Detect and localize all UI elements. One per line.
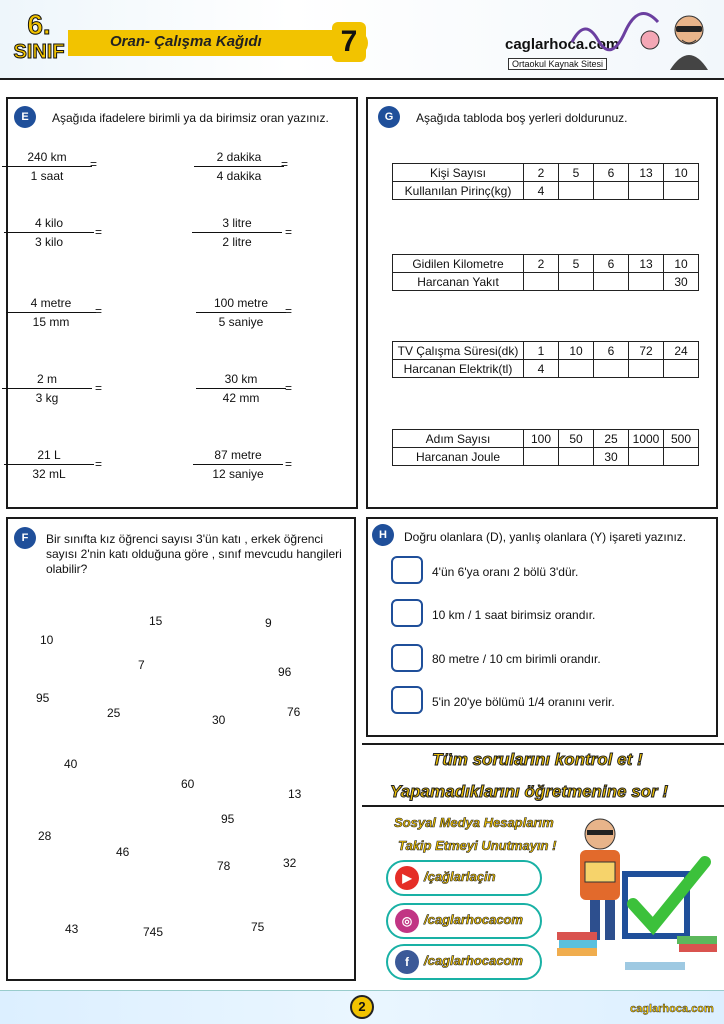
table-cell[interactable]	[629, 182, 664, 200]
section-f-panel	[6, 517, 356, 981]
ratio-table-2	[392, 254, 699, 291]
numerator: 4 metre	[6, 296, 96, 313]
number-option[interactable]: 10	[40, 633, 54, 647]
table-cell: 5	[559, 164, 594, 182]
equals-sign: =	[281, 157, 289, 171]
section-e-badge: E	[14, 106, 36, 128]
table-cell: 1	[524, 342, 559, 360]
ratio-table-1	[392, 163, 699, 200]
footer-brand[interactable]: caglarhoca.com	[630, 1003, 714, 1015]
table-cell[interactable]	[559, 182, 594, 200]
row-label: Harcanan Elektrik(tl)	[393, 360, 524, 378]
numerator: 87 metre	[193, 448, 283, 465]
table-cell: 10	[664, 164, 699, 182]
table-cell: 25	[594, 430, 629, 448]
denominator: 5 saniye	[218, 315, 264, 329]
fraction-left-5	[4, 448, 94, 481]
denominator: 15 mm	[32, 315, 70, 329]
equals-sign: =	[95, 381, 103, 395]
table-cell: 10	[559, 342, 594, 360]
table-row	[393, 448, 699, 466]
statement-text: 4'ün 6'ya oranı 2 bölü 3'dür.	[432, 565, 579, 579]
table-cell[interactable]	[664, 182, 699, 200]
number-option[interactable]: 25	[107, 706, 121, 720]
numerator: 2 dakika	[194, 150, 284, 167]
denominator: 42 mm	[222, 391, 260, 405]
equals-sign: =	[95, 457, 103, 471]
table-row	[393, 164, 699, 182]
ratio-table-3	[392, 341, 699, 378]
table-row	[393, 182, 699, 200]
table-cell[interactable]	[664, 448, 699, 466]
table-cell: 1000	[629, 430, 664, 448]
fraction-right-2	[192, 216, 282, 249]
table-cell: 13	[629, 255, 664, 273]
social-handle: /caglarhocacom	[424, 953, 523, 968]
fraction-left-2	[4, 216, 94, 249]
denominator: 3 kilo	[34, 235, 63, 249]
number-option[interactable]: 32	[283, 856, 297, 870]
unit-number: 7	[332, 22, 366, 62]
table-row	[393, 360, 699, 378]
fraction-right-3	[196, 296, 286, 329]
table-cell[interactable]	[594, 273, 629, 291]
instagram-icon: ◎	[395, 909, 419, 933]
table-cell[interactable]	[594, 182, 629, 200]
table-cell: 100	[524, 430, 559, 448]
fraction-left-3	[6, 296, 96, 329]
number-option[interactable]: 13	[288, 787, 302, 801]
numerator: 4 kilo	[4, 216, 94, 233]
page-title: Oran- Çalışma Kağıdı	[110, 33, 262, 50]
table-cell: 72	[629, 342, 664, 360]
table-cell: 2	[524, 164, 559, 182]
table-cell: 6	[594, 164, 629, 182]
banner-line-1: Tüm sorularını kontrol et !	[432, 750, 643, 769]
equals-sign: =	[95, 225, 103, 239]
number-option[interactable]: 9	[265, 616, 272, 630]
fraction-right-5	[193, 448, 283, 481]
grade-number: 6.	[27, 9, 51, 40]
row-label: Harcanan Yakıt	[393, 273, 524, 291]
table-cell: 500	[664, 430, 699, 448]
denominator: 1 saat	[30, 169, 64, 183]
section-e-instruction: Aşağıda ifadelere birimli ya da birimsiz oran yazınız.	[52, 111, 329, 125]
row-label: Kişi Sayısı	[393, 164, 524, 182]
equals-sign: =	[285, 225, 293, 239]
number-option[interactable]: 7	[138, 658, 145, 672]
banner-line-2: Yapamadıklarını öğretmenine sor !	[390, 782, 669, 801]
table-cell: 10	[664, 255, 699, 273]
section-h-instruction: Doğru olanlara (D), yanlış olanlara (Y) işareti yazınız.	[404, 530, 687, 544]
grade-word: SINIF	[13, 41, 65, 63]
numerator: 3 litre	[192, 216, 282, 233]
denominator: 3 kg	[35, 391, 59, 405]
grade-badge	[8, 10, 70, 72]
row-label: Harcanan Joule	[393, 448, 524, 466]
answer-box[interactable]	[391, 644, 423, 672]
table-cell: 6	[594, 255, 629, 273]
answer-box[interactable]	[391, 599, 423, 627]
statement-text: 80 metre / 10 cm birimli orandır.	[432, 652, 601, 666]
teacher-avatar-icon	[662, 10, 716, 72]
table-cell[interactable]	[559, 273, 594, 291]
answer-box[interactable]	[391, 556, 423, 584]
equals-sign: =	[285, 381, 293, 395]
table-cell: 6	[594, 342, 629, 360]
table-cell[interactable]	[559, 448, 594, 466]
answer-box[interactable]	[391, 686, 423, 714]
social-handle: /caglarhocacom	[424, 912, 523, 927]
table-cell[interactable]	[524, 273, 559, 291]
section-f-badge: F	[14, 527, 36, 549]
equals-sign: =	[285, 457, 293, 471]
table-cell[interactable]	[629, 360, 664, 378]
number-option[interactable]: 15	[149, 614, 163, 628]
social-subtitle: Takip Etmeyi Unutmayın !	[398, 838, 557, 853]
brand-logo: caglarhoca.com	[505, 36, 620, 53]
table-cell[interactable]: 30	[664, 273, 699, 291]
equals-sign: =	[95, 304, 103, 318]
number-option[interactable]: 96	[278, 665, 292, 679]
table-cell: 50	[559, 430, 594, 448]
number-option[interactable]: 76	[287, 705, 301, 719]
denominator: 12 saniye	[212, 467, 264, 481]
numerator: 2 m	[2, 372, 92, 389]
equals-sign: =	[285, 304, 293, 318]
row-label: TV Çalışma Süresi(dk)	[393, 342, 524, 360]
table-cell[interactable]: 30	[594, 448, 629, 466]
brand-subtitle: Ortaokul Kaynak Sitesi	[508, 58, 607, 70]
teacher-checkmark-illustration-icon	[555, 812, 721, 984]
section-h-badge: H	[372, 524, 394, 546]
equals-sign: =	[90, 157, 98, 171]
number-option[interactable]: 95	[221, 812, 235, 826]
section-f-question: Bir sınıfta kız öğrenci sayısı 3'ün katı , erkek öğrenci sayısı 2'nin katı olduğuna göre , sınıf mevcudu hangileri olabilir?	[46, 532, 342, 576]
number-option[interactable]: 75	[251, 920, 265, 934]
number-option[interactable]: 46	[116, 845, 130, 859]
table-cell[interactable]	[629, 448, 664, 466]
table-cell: 2	[524, 255, 559, 273]
table-cell[interactable]	[629, 273, 664, 291]
statement-text: 5'in 20'ye bölümü 1/4 oranını verir.	[432, 695, 615, 709]
number-option[interactable]: 745	[143, 925, 164, 939]
section-g-badge: G	[378, 106, 400, 128]
table-cell[interactable]	[559, 360, 594, 378]
table-cell: 24	[664, 342, 699, 360]
fraction-right-4	[196, 372, 286, 405]
number-option[interactable]: 78	[217, 859, 231, 873]
row-label: Gidilen Kilometre	[393, 255, 524, 273]
table-cell: 5	[559, 255, 594, 273]
numerator: 30 km	[196, 372, 286, 389]
fraction-left-4	[2, 372, 92, 405]
table-cell[interactable]: 4	[524, 360, 559, 378]
denominator: 2 litre	[222, 235, 252, 249]
table-row	[393, 273, 699, 291]
fraction-right-1	[194, 150, 284, 183]
page-number: 2	[350, 995, 374, 1019]
numerator: 240 km	[2, 150, 92, 167]
row-label: Kullanılan Pirinç(kg)	[393, 182, 524, 200]
youtube-icon: ▶	[395, 866, 419, 890]
number-option[interactable]: 60	[181, 777, 195, 791]
table-cell[interactable]	[664, 360, 699, 378]
number-option[interactable]: 40	[64, 757, 78, 771]
social-title: Sosyal Medya Hesaplarım	[394, 815, 554, 830]
table-cell[interactable]	[594, 360, 629, 378]
table-cell: 13	[629, 164, 664, 182]
numerator: 100 metre	[196, 296, 286, 313]
table-cell[interactable]	[524, 448, 559, 466]
facebook-icon: f	[395, 950, 419, 974]
section-g-instruction: Aşağıda tabloda boş yerleri doldurunuz.	[416, 111, 628, 125]
statement-text: 10 km / 1 saat birimsiz orandır.	[432, 608, 596, 622]
number-option[interactable]: 30	[212, 713, 226, 727]
number-option[interactable]: 28	[38, 829, 52, 843]
row-label: Adım Sayısı	[393, 430, 524, 448]
table-cell[interactable]: 4	[524, 182, 559, 200]
social-handle: /çağlarlaçin	[424, 869, 496, 884]
denominator: 4 dakika	[216, 169, 262, 183]
table-row	[393, 255, 699, 273]
denominator: 32 mL	[32, 467, 66, 481]
number-option[interactable]: 95	[36, 691, 50, 705]
number-option[interactable]: 43	[65, 922, 79, 936]
numerator: 21 L	[4, 448, 94, 465]
table-row	[393, 430, 699, 448]
brain-doodle-icon	[570, 12, 660, 52]
fraction-left-1	[2, 150, 92, 183]
table-row	[393, 342, 699, 360]
ratio-table-4	[392, 429, 699, 466]
